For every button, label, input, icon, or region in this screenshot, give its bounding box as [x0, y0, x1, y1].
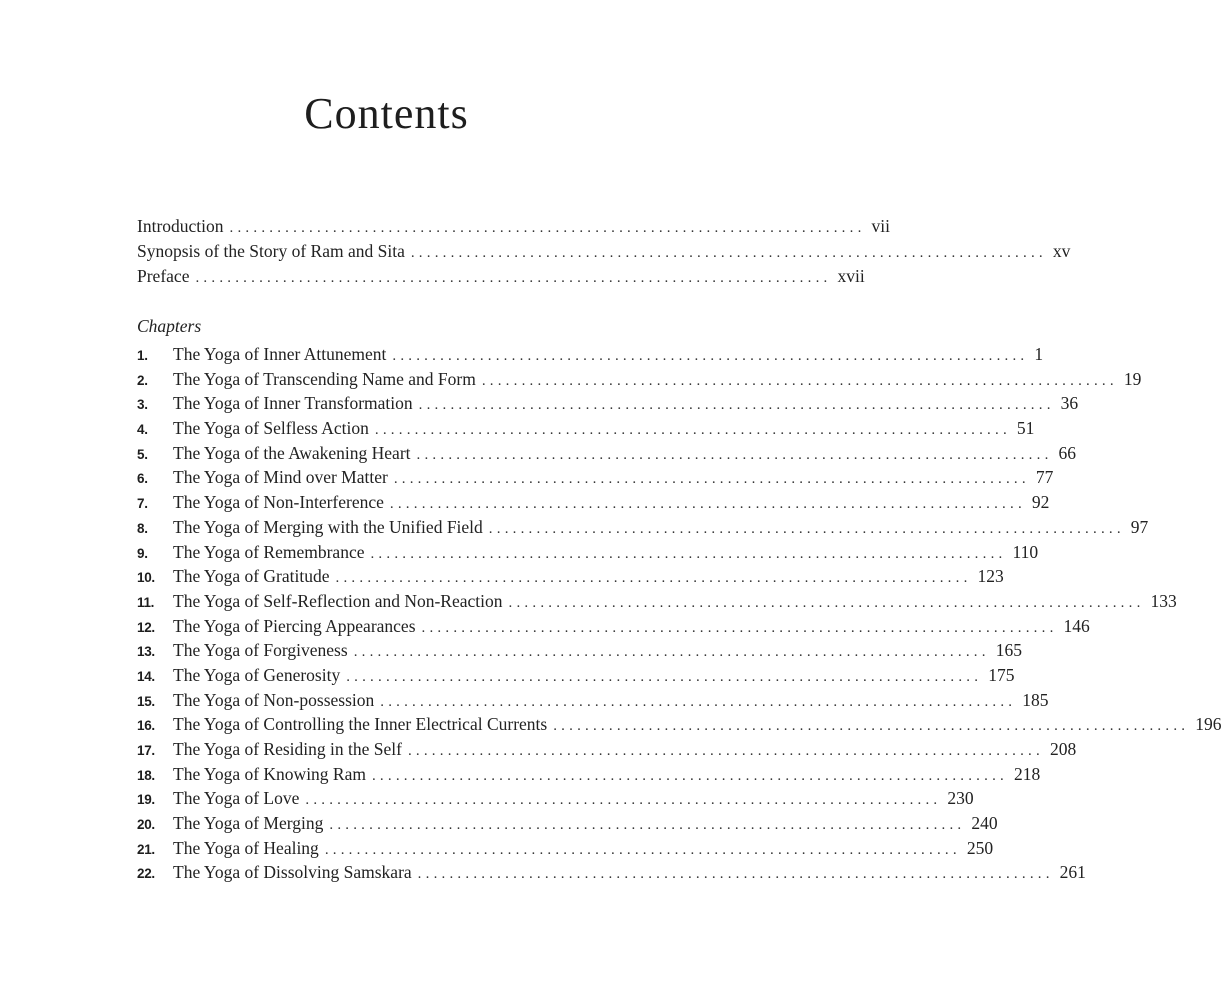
chapter-page: 218	[1013, 763, 1041, 784]
chapter-number: 22.	[137, 866, 155, 882]
dot-leader: ................................................................................	[329, 817, 966, 834]
chapters-heading: Chapters	[137, 316, 202, 336]
dot-leader: ................................................................................	[335, 570, 972, 587]
chapter-page: 230	[947, 788, 974, 809]
dot-leader: ................................................................................	[481, 372, 1118, 389]
chapter-page: 1	[1034, 344, 1044, 364]
toc-entry-title: Introduction	[137, 216, 224, 236]
chapter-page: 19	[1123, 368, 1142, 389]
dot-leader: ................................................................................	[353, 644, 990, 661]
chapter-entry[interactable]	[137, 393, 1079, 418]
chapter-entry[interactable]	[137, 541, 1039, 567]
chapter-page: 110	[1012, 541, 1039, 562]
page-title: Contents	[304, 89, 469, 138]
chapter-title: The Yoga of Non-possession	[173, 689, 375, 710]
chapter-list	[137, 344, 1221, 887]
chapter-page: 123	[977, 566, 1004, 587]
chapter-entry[interactable]	[137, 664, 1015, 690]
chapter-number: 1.	[137, 348, 148, 363]
chapter-page: 146	[1063, 615, 1090, 636]
toc-entry-page: vii	[871, 216, 890, 236]
chapter-number: 20.	[137, 817, 155, 833]
chapter-entry[interactable]	[137, 344, 1044, 369]
dot-leader: ................................................................................	[380, 693, 1017, 710]
dot-leader: ................................................................................	[370, 545, 1007, 562]
chapter-title: The Yoga of Knowing Ram	[173, 763, 366, 784]
chapter-number: 21.	[137, 841, 155, 857]
chapter-page: 97	[1130, 516, 1149, 537]
chapter-page: 185	[1022, 689, 1049, 710]
chapter-number: 2.	[137, 372, 148, 388]
chapter-entry[interactable]	[137, 837, 994, 863]
toc-entry-preface[interactable]	[137, 266, 865, 291]
chapter-page: 51	[1016, 418, 1035, 439]
chapter-page: 240	[971, 813, 998, 834]
dot-leader: ................................................................................	[553, 718, 1190, 735]
chapter-entry[interactable]	[137, 862, 1086, 887]
front-matter-list	[137, 216, 1071, 291]
chapter-entry[interactable]	[137, 590, 1177, 616]
dot-leader: ................................................................................	[416, 446, 1053, 463]
chapter-number: 6.	[137, 471, 148, 487]
chapter-number: 12.	[137, 619, 155, 635]
chapter-title: The Yoga of Merging with the Unified Field	[173, 516, 483, 537]
dot-leader: ................................................................................	[324, 841, 961, 858]
dot-leader: ................................................................................	[407, 743, 1044, 759]
dot-leader: ................................................................................	[417, 866, 1054, 883]
chapter-number: 3.	[137, 397, 148, 413]
chapter-page: 250	[966, 837, 994, 858]
chapter-title: The Yoga of Inner Transformation	[173, 393, 413, 414]
chapter-entry[interactable]	[137, 516, 1149, 542]
chapter-title: The Yoga of Non-Interference	[173, 492, 384, 513]
chapter-page: 92	[1031, 492, 1050, 513]
chapter-title: The Yoga of Inner Attunement	[173, 344, 387, 364]
chapter-title: The Yoga of Merging	[173, 813, 324, 834]
chapter-number: 10.	[137, 570, 155, 586]
chapter-number: 5.	[137, 446, 148, 462]
dot-leader: ................................................................................	[393, 471, 1030, 488]
chapter-page: 261	[1059, 862, 1086, 883]
dot-leader: ................................................................................	[195, 270, 832, 286]
chapter-page: 165	[995, 640, 1022, 661]
chapter-entry[interactable]	[137, 368, 1142, 394]
chapter-title: The Yoga of Gratitude	[173, 566, 330, 587]
dot-leader: ................................................................................	[371, 767, 1008, 784]
dot-leader: ................................................................................	[410, 245, 1047, 261]
chapter-entry[interactable]	[137, 492, 1050, 517]
chapter-number: 17.	[137, 743, 155, 758]
chapter-entry[interactable]	[137, 763, 1041, 789]
chapter-title: The Yoga of Healing	[173, 837, 319, 858]
dot-leader: ................................................................................	[229, 220, 866, 236]
chapter-title: The Yoga of Self-Reflection and Non-Reaction	[173, 590, 503, 611]
chapter-title: The Yoga of Forgiveness	[173, 640, 348, 661]
toc-entry-page: xvii	[837, 266, 865, 286]
chapter-title: The Yoga of Transcending Name and Form	[173, 368, 476, 389]
chapter-entry[interactable]	[137, 689, 1049, 715]
chapter-entry[interactable]	[137, 739, 1077, 764]
chapter-entry[interactable]	[137, 566, 1004, 591]
chapter-page: 36	[1060, 393, 1079, 414]
dot-leader: ................................................................................	[374, 422, 1011, 439]
chapter-title: The Yoga of Remembrance	[173, 541, 365, 562]
chapter-title: The Yoga of Selfless Action	[173, 418, 369, 439]
chapter-page: 196	[1195, 714, 1221, 735]
chapter-number: 15.	[137, 693, 155, 709]
chapter-title: The Yoga of Love	[173, 788, 300, 809]
dot-leader: ................................................................................	[392, 348, 1029, 364]
chapter-number: 11.	[137, 594, 155, 610]
toc-entry-synopsis[interactable]	[137, 241, 1071, 266]
chapter-title: The Yoga of Dissolving Samskara	[173, 862, 412, 883]
dot-leader: ................................................................................	[488, 520, 1125, 537]
chapter-entry[interactable]	[137, 813, 998, 838]
dot-leader: ................................................................................	[418, 397, 1055, 414]
toc-entry-title: Preface	[137, 266, 190, 286]
chapter-title: The Yoga of Piercing Appearances	[173, 615, 416, 636]
chapter-title: The Yoga of the Awakening Heart	[173, 442, 411, 463]
chapter-page: 175	[988, 664, 1015, 685]
chapter-entry[interactable]	[137, 615, 1090, 641]
chapter-number: 9.	[137, 545, 148, 561]
dot-leader: ................................................................................	[508, 594, 1145, 611]
chapter-number: 8.	[137, 520, 148, 536]
chapter-entry[interactable]	[137, 788, 974, 813]
chapter-page: 77	[1035, 467, 1054, 488]
dot-leader: ................................................................................	[421, 619, 1058, 636]
chapter-page: 208	[1049, 739, 1077, 759]
chapter-number: 16.	[137, 718, 155, 734]
chapter-number: 13.	[137, 644, 155, 660]
chapter-page: 66	[1058, 442, 1077, 463]
chapter-title: The Yoga of Mind over Matter	[173, 467, 388, 488]
chapter-entry[interactable]	[137, 418, 1035, 443]
chapter-number: 18.	[137, 767, 155, 783]
dot-leader: ................................................................................	[305, 792, 942, 809]
dot-leader: ................................................................................	[389, 496, 1026, 513]
chapter-entry[interactable]	[137, 714, 1221, 739]
chapter-number: 7.	[137, 496, 148, 512]
dot-leader: ................................................................................	[346, 668, 983, 685]
toc-entry-title: Synopsis of the Story of Ram and Sita	[137, 241, 405, 261]
chapter-number: 4.	[137, 422, 148, 438]
chapter-number: 19.	[137, 792, 155, 808]
chapter-entry[interactable]	[137, 467, 1054, 492]
chapter-title: The Yoga of Generosity	[173, 664, 341, 685]
chapter-title: The Yoga of Controlling the Inner Electrical Currents	[173, 714, 548, 735]
toc-entry-page: xv	[1052, 241, 1071, 261]
chapter-entry[interactable]	[137, 442, 1077, 468]
chapter-title: The Yoga of Residing in the Self	[173, 739, 402, 759]
toc-entry-introduction[interactable]	[137, 216, 890, 241]
chapter-page: 133	[1150, 590, 1177, 611]
chapter-entry[interactable]	[137, 640, 1022, 665]
chapter-number: 14.	[137, 668, 155, 684]
